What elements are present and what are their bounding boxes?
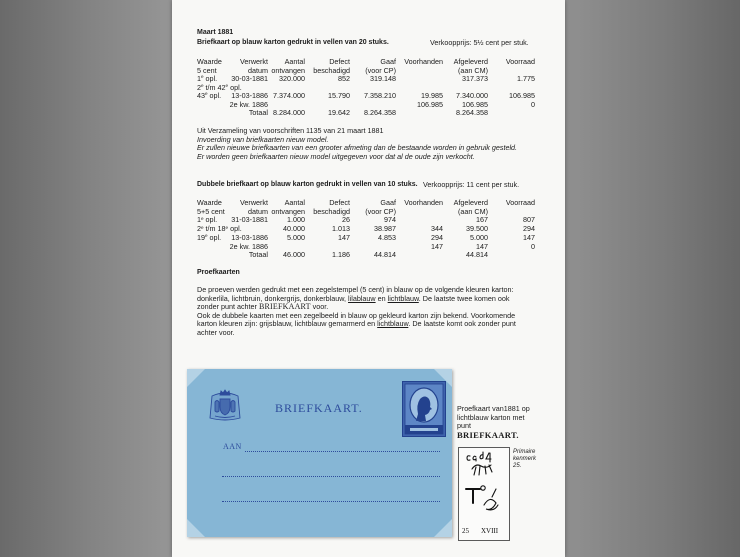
text-run: 43 <box>197 91 205 100</box>
postcard <box>187 369 452 537</box>
coat-of-arms-icon <box>207 388 243 422</box>
mount-corner <box>434 519 452 537</box>
regulation-source: Uit Verzameling van voorschriften 1135 van 21 maart 1881 <box>197 126 384 135</box>
ordinal-suffix: e <box>201 224 204 230</box>
proof-line <box>197 329 235 337</box>
address-line <box>222 501 440 502</box>
table-cell: 0 <box>531 241 535 251</box>
text-run: Ook de dubbele kaarten met een zegelbeeld in blauw op gekleurd karton zijn bekend. Voorkomende <box>197 310 516 320</box>
table-cell: Totaal <box>248 250 268 260</box>
text-run: 19 <box>197 232 205 242</box>
table-cell: 30-03-1881 <box>231 74 268 83</box>
text-run: opl. <box>207 232 222 242</box>
text-run: 2 <box>197 224 201 234</box>
column-header: (aan CM) <box>458 65 488 75</box>
table-cell: 26 <box>342 215 350 225</box>
table-cell: Totaal <box>248 108 268 117</box>
column-header: (voor CP) <box>365 65 396 75</box>
table-cell: 1.013 <box>332 224 350 234</box>
text-run: opl. <box>203 215 218 225</box>
text-run: 2 <box>197 82 201 92</box>
column-header: 5 cent <box>197 65 217 75</box>
row-label <box>197 234 221 242</box>
detail-roman-number: XVIII <box>481 527 499 535</box>
column-header: ontvangen <box>271 206 305 216</box>
text-run: en <box>375 293 388 303</box>
table-cell: 7.340.000 <box>456 91 488 100</box>
card-title: BRIEFKAART. <box>275 401 363 415</box>
proof-line <box>197 320 516 328</box>
table-cell: 2e kw. 1886 <box>229 99 268 109</box>
regulation-line: Er worden geen briefkaarten nieuw model uitgegeven voor dat al de oude zijn verkocht. <box>197 151 475 161</box>
text-run: achter voor. <box>197 327 235 337</box>
text-run: . De laatste komt ook zonder punt <box>408 319 516 328</box>
page-heading: Maart 1881 <box>197 29 234 36</box>
table-cell: 31-03-1881 <box>231 215 268 225</box>
column-header: datum <box>248 65 268 75</box>
table-cell: 106.985 <box>417 99 443 109</box>
address-label: AAN <box>223 442 242 451</box>
table-cell: 167 <box>476 215 488 225</box>
detail-note: 25. <box>513 463 522 469</box>
section2-price: Verkoopprijs: 11 cent per stuk. <box>423 180 520 189</box>
table-cell: 4.853 <box>378 232 396 242</box>
table-cell: 319.148 <box>370 74 396 83</box>
column-header: Defect <box>329 198 350 207</box>
caption-card-text: BRIEFKAART. <box>457 430 519 440</box>
text-run: opl. <box>228 82 242 92</box>
column-header: Waarde <box>197 198 222 207</box>
column-header: 5+5 cent <box>197 206 225 216</box>
table-cell: 19.985 <box>421 91 443 100</box>
text-run: 1 <box>197 215 201 225</box>
table-cell: 974 <box>384 215 396 225</box>
proof-heading: Proefkaarten <box>197 269 240 276</box>
text-run: . De laatste twee komen ook <box>418 293 510 303</box>
table-cell: 13-03-1886 <box>231 91 268 100</box>
column-header: ontvangen <box>271 65 305 75</box>
caption-line: lichtblauw karton met <box>457 412 525 422</box>
table-cell: 344 <box>431 224 443 234</box>
table-cell: 106.985 <box>462 99 488 109</box>
table-cell: 46.000 <box>283 250 305 260</box>
table-cell: 19.642 <box>328 108 350 117</box>
table-cell: 147 <box>431 241 443 251</box>
table-cell: 8.284.000 <box>273 108 305 117</box>
table-cell: 2e kw. 1886 <box>229 241 268 251</box>
ordinal-suffix: e <box>205 91 208 97</box>
column-header: Aantal <box>284 198 305 207</box>
table-cell: 320.000 <box>279 74 305 83</box>
table-cell: 8.264.358 <box>456 108 488 117</box>
detail-number: 25 <box>462 527 469 535</box>
text-run: De proeven werden gedrukt met een zegelstempel (5 cent) in blauw op de volgende kleuren karton: <box>197 285 514 294</box>
text-run: karton kleuren zijn: grijsblauw, lichtblauw gemarmerd en <box>197 319 378 328</box>
column-header: Gaaf <box>380 57 396 66</box>
table-cell: 1.000 <box>287 215 305 225</box>
ordinal-suffix: e <box>205 233 208 239</box>
column-header: Verwerkt <box>240 57 268 66</box>
mount-corner <box>187 519 205 537</box>
table-cell: 38.987 <box>374 224 396 234</box>
column-header: (voor CP) <box>365 206 396 216</box>
table-cell: 1.775 <box>517 74 535 83</box>
row-label <box>197 92 221 100</box>
table-cell: 5.000 <box>470 232 488 242</box>
table-cell: 852 <box>338 74 350 83</box>
ordinal-suffix: e <box>225 82 229 88</box>
detail-note: Primaire <box>513 449 536 455</box>
table-cell: 294 <box>431 232 443 242</box>
ordinal-suffix: e <box>201 82 204 88</box>
caption-line: punt <box>457 421 471 430</box>
caption-line: Proefkaart van1881 op <box>457 404 530 413</box>
text-run: t/m 42 <box>203 82 226 92</box>
table-cell: 7.374.000 <box>273 91 305 100</box>
section1-title: Briefkaart op blauw karton gedrukt in vellen van 20 stuks. <box>197 38 389 46</box>
table-cell: 147 <box>476 241 488 251</box>
table-cell: 1.186 <box>332 250 350 260</box>
table-cell: 317.373 <box>462 74 488 83</box>
address-line <box>245 451 440 452</box>
column-header: datum <box>248 206 268 216</box>
underlined-word: lilablauw <box>348 293 376 303</box>
column-header: Gaaf <box>380 198 396 207</box>
table-cell: 8.264.358 <box>364 108 396 117</box>
table-cell: 147 <box>338 232 350 242</box>
table-cell: 7.358.210 <box>364 91 396 100</box>
column-header: (aan CM) <box>458 206 488 216</box>
table-cell: 44.814 <box>374 250 396 260</box>
column-header: Voorhanden <box>404 198 443 207</box>
column-header: Voorhanden <box>404 57 443 66</box>
text-run: 1 <box>197 74 201 83</box>
text-run: opl. <box>203 74 218 83</box>
underlined-word: lichtblauw <box>387 293 419 303</box>
ordinal-suffix: e <box>225 224 229 230</box>
ordinal-suffix: e <box>201 215 204 221</box>
table-cell: 147 <box>523 232 535 242</box>
table-cell: 40.000 <box>283 224 305 234</box>
column-header: beschadigd <box>313 65 350 75</box>
table-cell: 807 <box>523 215 535 225</box>
text-run: t/m 18 <box>203 224 226 234</box>
column-header: Verwerkt <box>240 198 268 207</box>
column-header: Voorraad <box>505 198 535 207</box>
table-cell: 13-03-1886 <box>231 232 268 242</box>
text-run: opl. <box>207 91 222 100</box>
text-run: donkerlila, lichtbruin, donkergrijs, donkerblauw, <box>197 293 349 303</box>
address-line <box>222 476 440 477</box>
table-cell: 106.985 <box>509 91 535 100</box>
column-header: beschadigd <box>313 206 350 216</box>
column-header: Aantal <box>284 57 305 66</box>
text-run: opl. <box>228 224 242 234</box>
table-cell: 0 <box>531 99 535 109</box>
table-cell: 294 <box>523 224 535 234</box>
regulation-line: Invoerding van briefkaarten nieuw model. <box>197 134 329 144</box>
column-header: Waarde <box>197 57 222 66</box>
column-header: Defect <box>329 57 350 66</box>
section2-title: Dubbele briefkaart op blauw karton gedrukt in vellen van 10 stuks. <box>197 181 418 188</box>
column-header: Afgeleverd <box>453 198 488 207</box>
column-header: Voorraad <box>505 57 535 66</box>
detail-note: kenmerk <box>513 456 537 462</box>
underlined-word: lichtblauw <box>377 319 409 328</box>
table-cell: 15.790 <box>328 91 350 100</box>
text-run: voor. <box>310 302 329 311</box>
column-header: Afgeleverd <box>453 57 488 66</box>
ordinal-suffix: e <box>201 74 204 80</box>
text-run: zonder punt achter <box>197 302 259 311</box>
stamp-portrait-icon <box>402 381 446 437</box>
serif-word: BRIEFKAART <box>258 302 311 311</box>
table-cell: 5.000 <box>287 232 305 242</box>
section1-price: Verkoopprijs: 5½ cent per stuk. <box>430 37 529 47</box>
regulation-line: Er zullen nieuwe briefkaarten van een grooter afmeting dan de bestaande worden in gebruik gesteld. <box>197 143 518 152</box>
table-cell: 39.500 <box>466 224 488 234</box>
mount-corner <box>187 369 205 387</box>
table-cell: 44.814 <box>466 250 488 260</box>
